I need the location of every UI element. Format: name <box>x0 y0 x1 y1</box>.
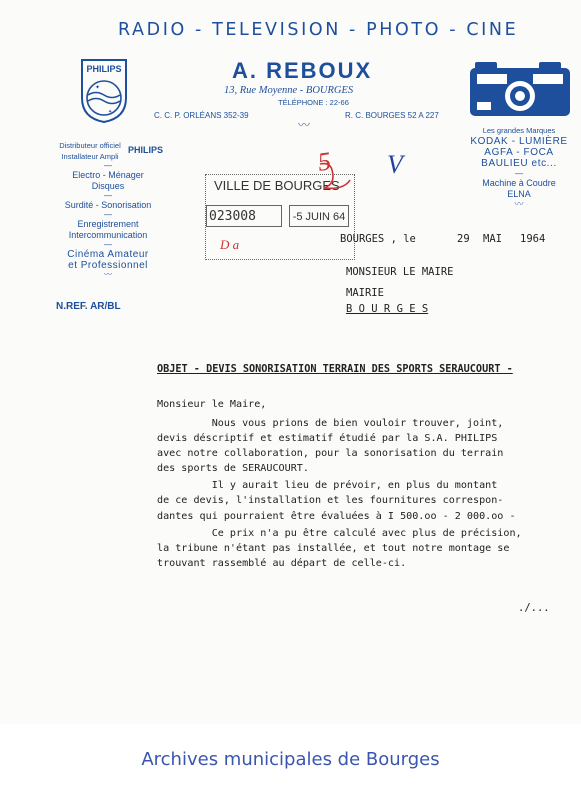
recipient-line-2: MAIRIE <box>346 287 384 299</box>
continuation-mark: ./... <box>518 602 550 614</box>
letter-place: BOURGES , le <box>340 233 416 245</box>
body-line: Ce prix n'a pu être calculé avec plus de précision, <box>157 527 522 539</box>
letter-month: MAI <box>483 233 502 245</box>
annotation-scribble-icon <box>314 160 354 194</box>
body-line: la tribune n'étant pas installée, et tout notre montage se <box>157 542 510 554</box>
camera-icon <box>467 58 573 120</box>
stamp-code: D a <box>220 237 240 252</box>
service-enregistrement: Enregistrement <box>77 219 139 229</box>
letter-subject: OBJET - DEVIS SONORISATION TERRAIN DES SPORTS SERAUCOURT - <box>157 364 513 375</box>
sewing-machine: Machine à Coudre <box>482 178 556 188</box>
company-address: 13, Rue Moyenne - BOURGES <box>224 85 354 96</box>
distributor-line-1: Distributeur officiel <box>59 141 121 150</box>
stamp-date: -5 JUIN 64 <box>289 205 349 227</box>
company-name: A. REBOUX <box>232 58 373 83</box>
brand-agfa-foca: AGFA - FOCA <box>484 147 554 158</box>
brands-heading: Les grandes Marques <box>482 126 556 135</box>
archive-caption: Archives municipales de Bourges <box>141 749 440 770</box>
distributor-line-2: Installateur Ampli <box>61 152 119 161</box>
divider-dash: — <box>104 240 112 249</box>
body-line: Il y aurait lieu de prévoir, en plus du montant <box>157 480 498 492</box>
divider-dash: — <box>104 161 112 170</box>
company-rc: R. C. BOURGES 52 A 227 <box>345 111 439 120</box>
service-disques: Disques <box>91 181 125 191</box>
brand-kodak-lumiere: KODAK - LUMIÈRE <box>470 136 568 147</box>
divider-ornament: 〰 <box>514 199 524 209</box>
company-telephone: TÉLÉPHONE : 22-66 <box>278 98 349 107</box>
body-line: Nous vous prions de bien vouloir trouver, joint, <box>157 418 504 429</box>
divider-dash: — <box>515 169 523 178</box>
service-surdite: Surdité - Sonorisation <box>64 200 152 210</box>
body-line: avec notre collaboration, pour la sonorisation du terrain <box>157 448 504 460</box>
body-line: dantes qui pourraient être évaluées à I 500.oo - 2 000.oo - <box>157 510 516 522</box>
stamp-city: VILLE DE BOURGES <box>214 178 340 193</box>
letter-year: 1964 <box>520 233 546 245</box>
company-ccp: C. C. P. ORLÉANS 352-39 <box>154 111 249 120</box>
divider-ornament: 〰 <box>298 118 311 132</box>
philips-logo-icon <box>78 58 130 124</box>
body-line: de ce devis, l'installation et les fournitures correspon- <box>157 495 504 507</box>
brand-baulieu: BAULIEU etc... <box>481 158 557 169</box>
letter-day: 29 <box>457 233 470 245</box>
distributor-brand: PHILIPS <box>128 145 164 155</box>
services-list <box>54 140 162 279</box>
brands-list <box>464 125 574 209</box>
body-line: des sports de SERAUCOURT. <box>157 463 309 475</box>
service-electro: Electro - Ménager <box>72 170 144 180</box>
brand-elna: ELNA <box>507 189 531 199</box>
divider-ornament: 〰 <box>104 270 112 279</box>
svg-text:✦: ✦ <box>95 84 101 91</box>
service-intercom: Intercommunication <box>68 230 148 240</box>
service-cinema: Cinéma Amateur <box>67 249 149 260</box>
divider-dash: — <box>104 210 112 219</box>
body-line: trouvant rassemblé au départ de celle-ci. <box>157 557 407 569</box>
service-cinema-pro: et Professionnel <box>68 260 148 271</box>
annotation-number: 5 <box>315 146 333 177</box>
svg-text:✦: ✦ <box>108 109 113 115</box>
body-line: devis déscriptif et estimatif étudié par la S.A. PHILIPS <box>157 433 498 445</box>
letterhead-top-line: RADIO - TELEVISION - PHOTO - CINE <box>118 20 519 40</box>
annotation-check: V <box>387 150 403 179</box>
recipient-line-1: MONSIEUR LE MAIRE <box>346 266 454 278</box>
letter-body <box>157 416 577 571</box>
divider-dash: — <box>104 191 112 200</box>
stamp-number: 023008 <box>206 205 282 227</box>
letter-salutation: Monsieur le Maire, <box>157 399 267 410</box>
philips-logo-text: PHILIPS <box>86 64 122 74</box>
distributor-block <box>54 140 162 162</box>
recipient-line-3: B O U R G E S <box>346 303 429 315</box>
letter-reference: N.REF. AR/BL <box>56 301 121 312</box>
